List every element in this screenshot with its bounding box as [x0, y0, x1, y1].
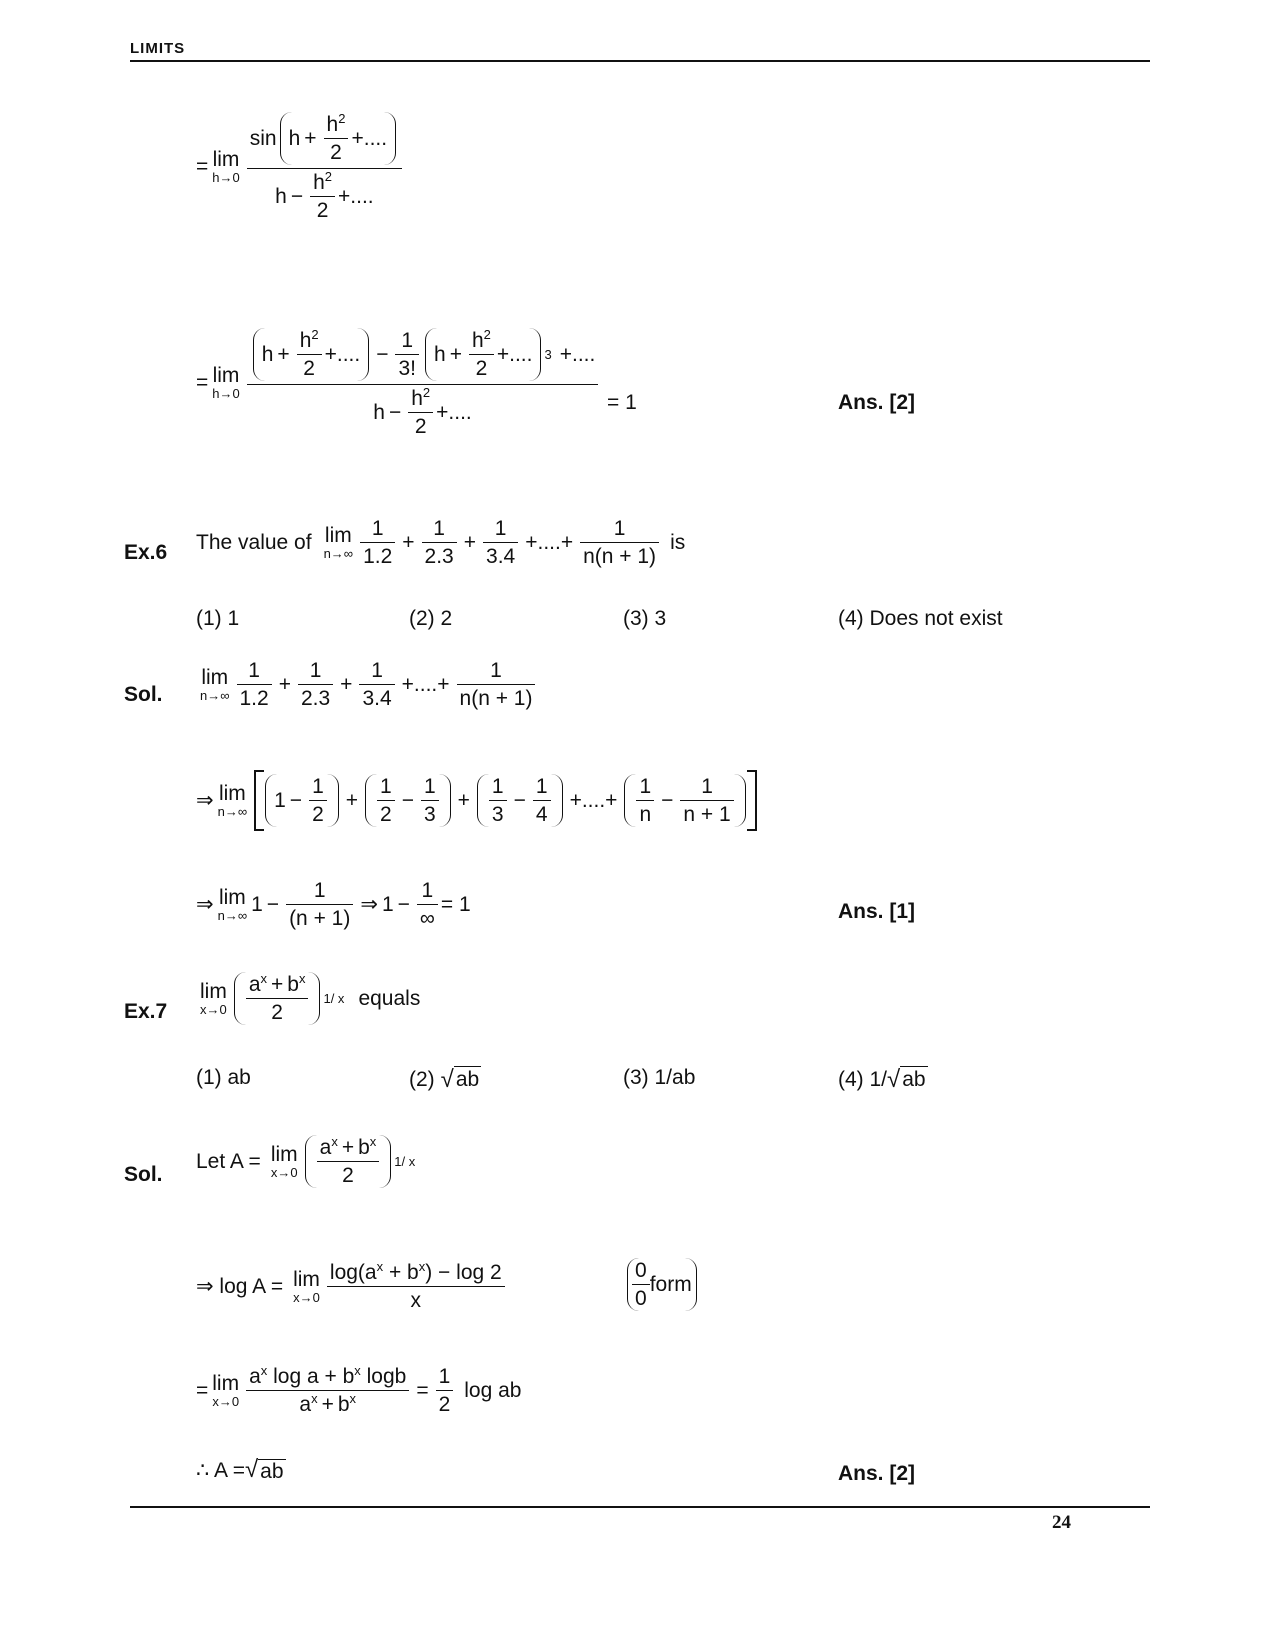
- equals-sign: =: [196, 155, 209, 178]
- option-2: (2) √ ab: [409, 1066, 480, 1093]
- answer-label: Ans. [2]: [838, 1462, 916, 1485]
- lhopital-expression: = lim x→0 $\frac{a^x \log a + b^x \log b}{a^x + b^x}$ = $\frac{1}{2}$ log ab: [196, 1363, 522, 1416]
- page-number: 24: [1052, 1512, 1071, 1533]
- main-fraction: sin h + $\frac{h^2}{2}$ +.... h − $\frac{h^2}{2}$ +....: [247, 112, 402, 221]
- solution-label: Sol.: [124, 683, 163, 706]
- step2-result: = 1: [607, 391, 637, 414]
- option-4: (4) Does not exist: [838, 607, 1003, 630]
- option-3: (3) 3: [623, 607, 667, 630]
- final-result: ∴ A = √ ab: [196, 1456, 284, 1483]
- option-1: (1) ab: [196, 1066, 251, 1089]
- log-expression: ⇒ log A = lim x→0 $\frac{\log(a^x + b^x) - \log 2}{x}$: [196, 1262, 508, 1311]
- page-header-title: LIMITS: [130, 40, 186, 57]
- ex6-question: The value of lim n→∞ $\frac{1}{1.2}$ + $\frac{1}{2.3}$ + $\frac{1}{3.4}$ +....+ $\frac{1}{n(n + 1)}$ is: [196, 517, 686, 568]
- telescoping-expression: ⇒ lim n→∞ 1 − $\frac{1}{2}$ + $\frac{1}{2}$ − $\frac{1}{3}$ + $\frac{1}{3}$ − $\frac{1}{4}$ +....+ $\frac{1}{n}$ − $\frac{1}{n + 1}$: [196, 770, 760, 831]
- solution-label: Sol.: [124, 1163, 163, 1186]
- sol6-expression: lim n→∞ $\frac{1}{1.2}$ + $\frac{1}{2.3}$ + $\frac{1}{3.4}$ +....+ $\frac{1}{n(n + 1)}$: [196, 660, 538, 709]
- ex7-question: lim x→0 $\frac{a^x + b^x}{2}$ 1/ x equals: [200, 971, 421, 1024]
- option-1: (1) 1: [196, 607, 240, 630]
- zero-over-zero-form: $\frac{0}{0}$ form: [624, 1258, 700, 1311]
- header-rule: [130, 60, 1150, 62]
- sol7-let-expression: Let A = lim x→0 $\frac{a^x + b^x}{2}$ 1/ x: [196, 1134, 416, 1187]
- limit-operator: lim h→0: [212, 148, 240, 185]
- step1-expression: [196, 112, 405, 221]
- example-label: Ex.7: [124, 1000, 168, 1023]
- option-2: (2) 2: [409, 607, 453, 630]
- step2-expression: = lim h→0 h + $\frac{h^2}{2}$ +.... − $\frac{1}{3!}$ h + $\frac{h^2}{2}$ +.... 3 +.... h − $\frac{h^2}{2}$ +....: [196, 328, 601, 437]
- example-label: Ex.6: [124, 541, 168, 564]
- main-fraction: h + $\frac{h^2}{2}$ +.... − $\frac{1}{3!}$ h + $\frac{h^2}{2}$ +.... 3 +.... h − $\frac{h^2}{2}$ +....: [247, 328, 599, 437]
- option-3: (3) 1/ab: [623, 1066, 696, 1089]
- answer-label: Ans. [1]: [838, 900, 916, 923]
- answer-label: Ans. [2]: [838, 391, 916, 414]
- footer-rule: [130, 1506, 1150, 1508]
- option-4: (4) 1/ √ ab: [838, 1066, 926, 1093]
- limit-operator: lim h→0: [212, 364, 240, 401]
- limit-result-expression: ⇒ lim n→∞ 1 − $\frac{1}{(n + 1)}$ ⇒ 1 − $\frac{1}{\infty}$ = 1: [196, 879, 471, 930]
